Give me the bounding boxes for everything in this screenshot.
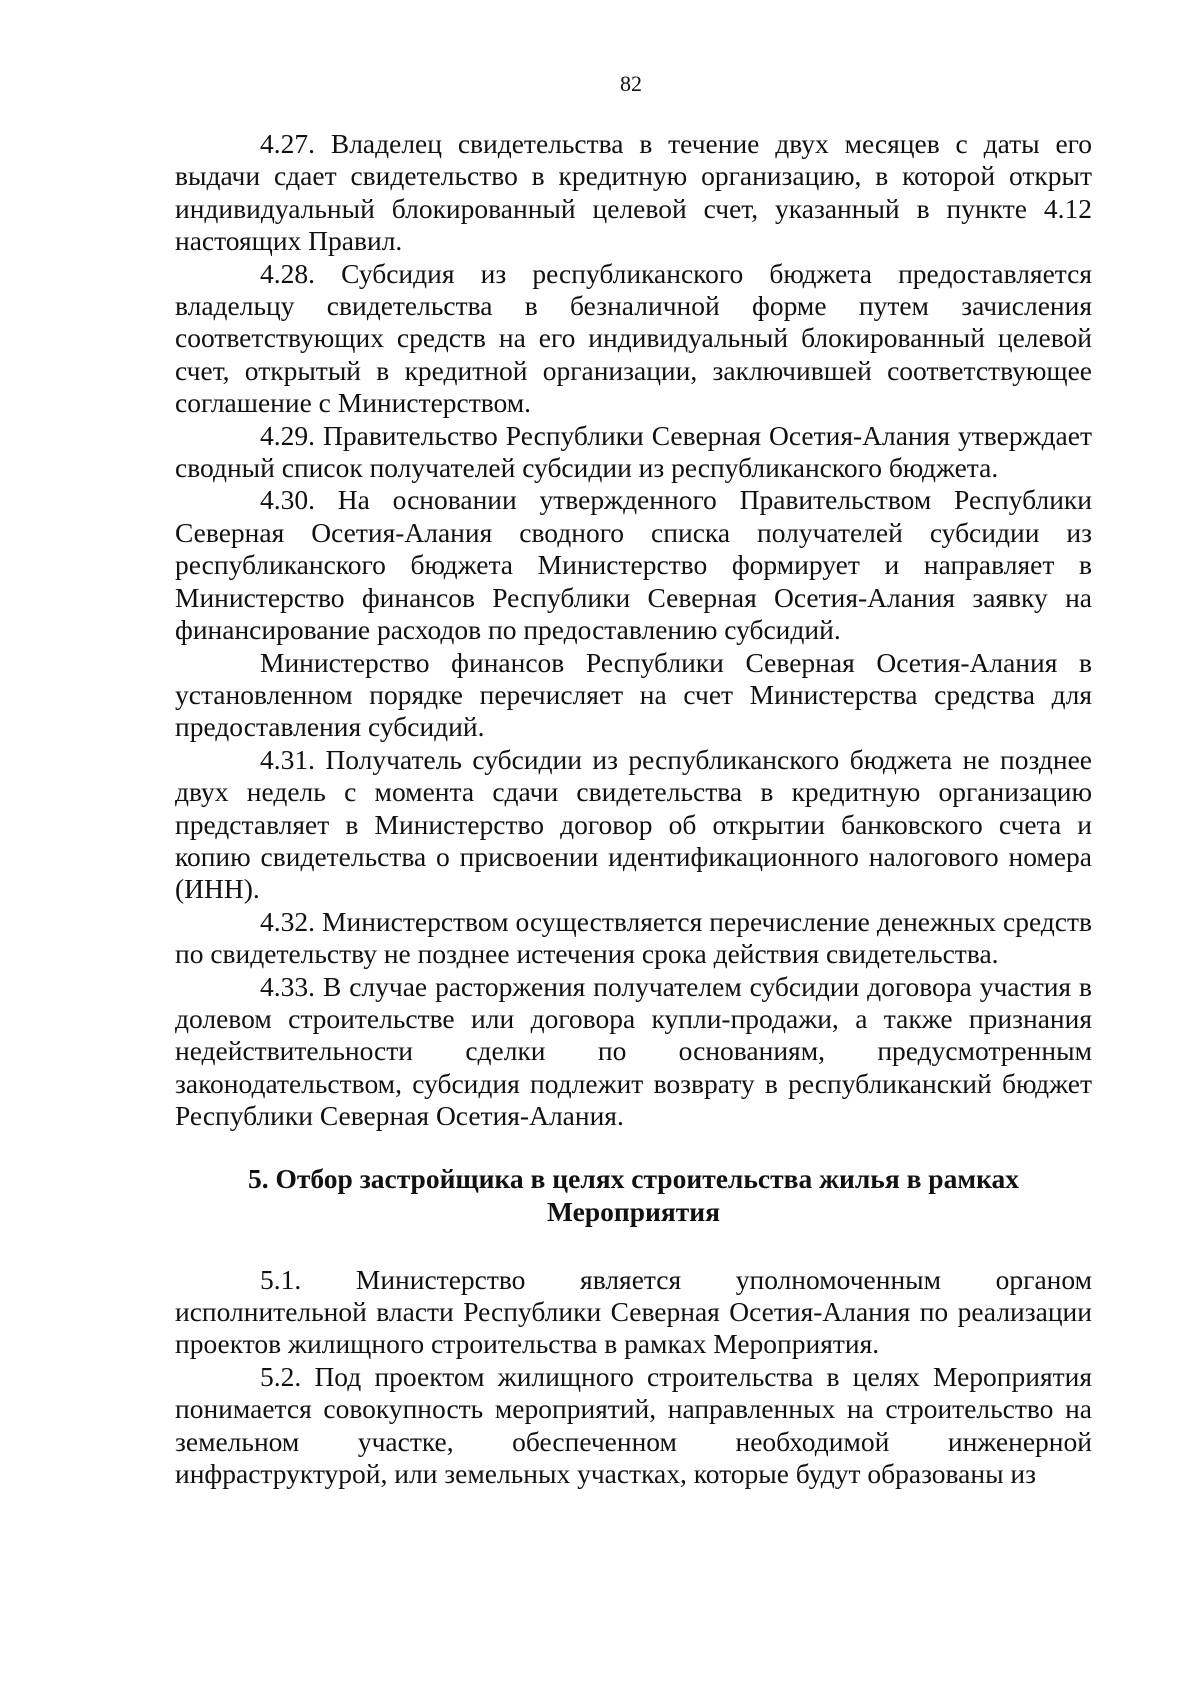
section-5-heading <box>175 1162 1092 1228</box>
paragraph-4-33: 4.33. В случае расторжения получателем субсидии договора участия в долевом строительстве или договора купли-продажи, а также признания недействительности сделки по основаниям, предусмотренным законодательством, субсидия подлежит возврату в республиканский бюджет Республики Северная Осетия-Алания. <box>175 970 1092 1132</box>
paragraph-4-30-cont: Министерство финансов Республики Северная Осетия-Алания в установленном порядке перечисляет на счет Министерства средства для предоставления субсидий. <box>175 646 1092 743</box>
document-body <box>175 128 1092 1490</box>
section-5-heading-line1: 5. Отбор застройщика в целях строительства жилья в рамках <box>247 1162 1020 1194</box>
page-number: 82 <box>620 71 642 96</box>
paragraph-4-27: 4.27. Владелец свидетельства в течение двух месяцев с даты его выдачи сдает свидетельство в кредитную организацию, в которой открыт индивидуальный блокированный целевой счет, указанный в пункте 4.12 настоящих Правил. <box>175 128 1092 257</box>
paragraph-4-31: 4.31. Получатель субсидии из республиканского бюджета не позднее двух недель с момента сдачи свидетельства в кредитную организацию представляет в Министерство договор об открытии банковского счета и копию свидетельства о присвоении идентификационного налогового номера (ИНН). <box>175 743 1092 905</box>
paragraph-4-30: 4.30. На основании утвержденного Правительством Республики Северная Осетия-Алания сводного списка получателей субсидии из республиканского бюджета Министерство формирует и направляет в Министерство финансов Республики Северная Осетия-Алания заявку на финансирование расходов по предоставлению субсидий. <box>175 484 1092 646</box>
paragraph-5-1: 5.1. Министерство является уполномоченным органом исполнительной власти Республики Северная Осетия-Алания по реализации проектов жилищного строительства в рамках Мероприятия. <box>175 1263 1092 1360</box>
paragraph-4-32: 4.32. Министерством осуществляется перечисление денежных средств по свидетельству не позднее истечения срока действия свидетельства. <box>175 905 1092 970</box>
paragraph-4-29: 4.29. Правительство Республики Северная Осетия-Алания утверждает сводный список получателей субсидии из республиканского бюджета. <box>175 419 1092 484</box>
paragraph-5-2: 5.2. Под проектом жилищного строительства в целях Мероприятия понимается совокупность мероприятий, направленных на строительство на земельном участке, обеспеченном необходимой инженерной инфраструктурой, или земельных участках, которые будут образованы из <box>175 1360 1092 1490</box>
paragraph-4-28: 4.28. Субсидия из республиканского бюджета предоставляется владельцу свидетельства в безналичной форме путем зачисления соответствующих средств на его индивидуальный блокированный целевой счет, открытый в кредитной организации, заключившей соответствующее соглашение с Министерством. <box>175 257 1092 419</box>
section-5-heading-line2: Мероприятия <box>547 1195 720 1227</box>
